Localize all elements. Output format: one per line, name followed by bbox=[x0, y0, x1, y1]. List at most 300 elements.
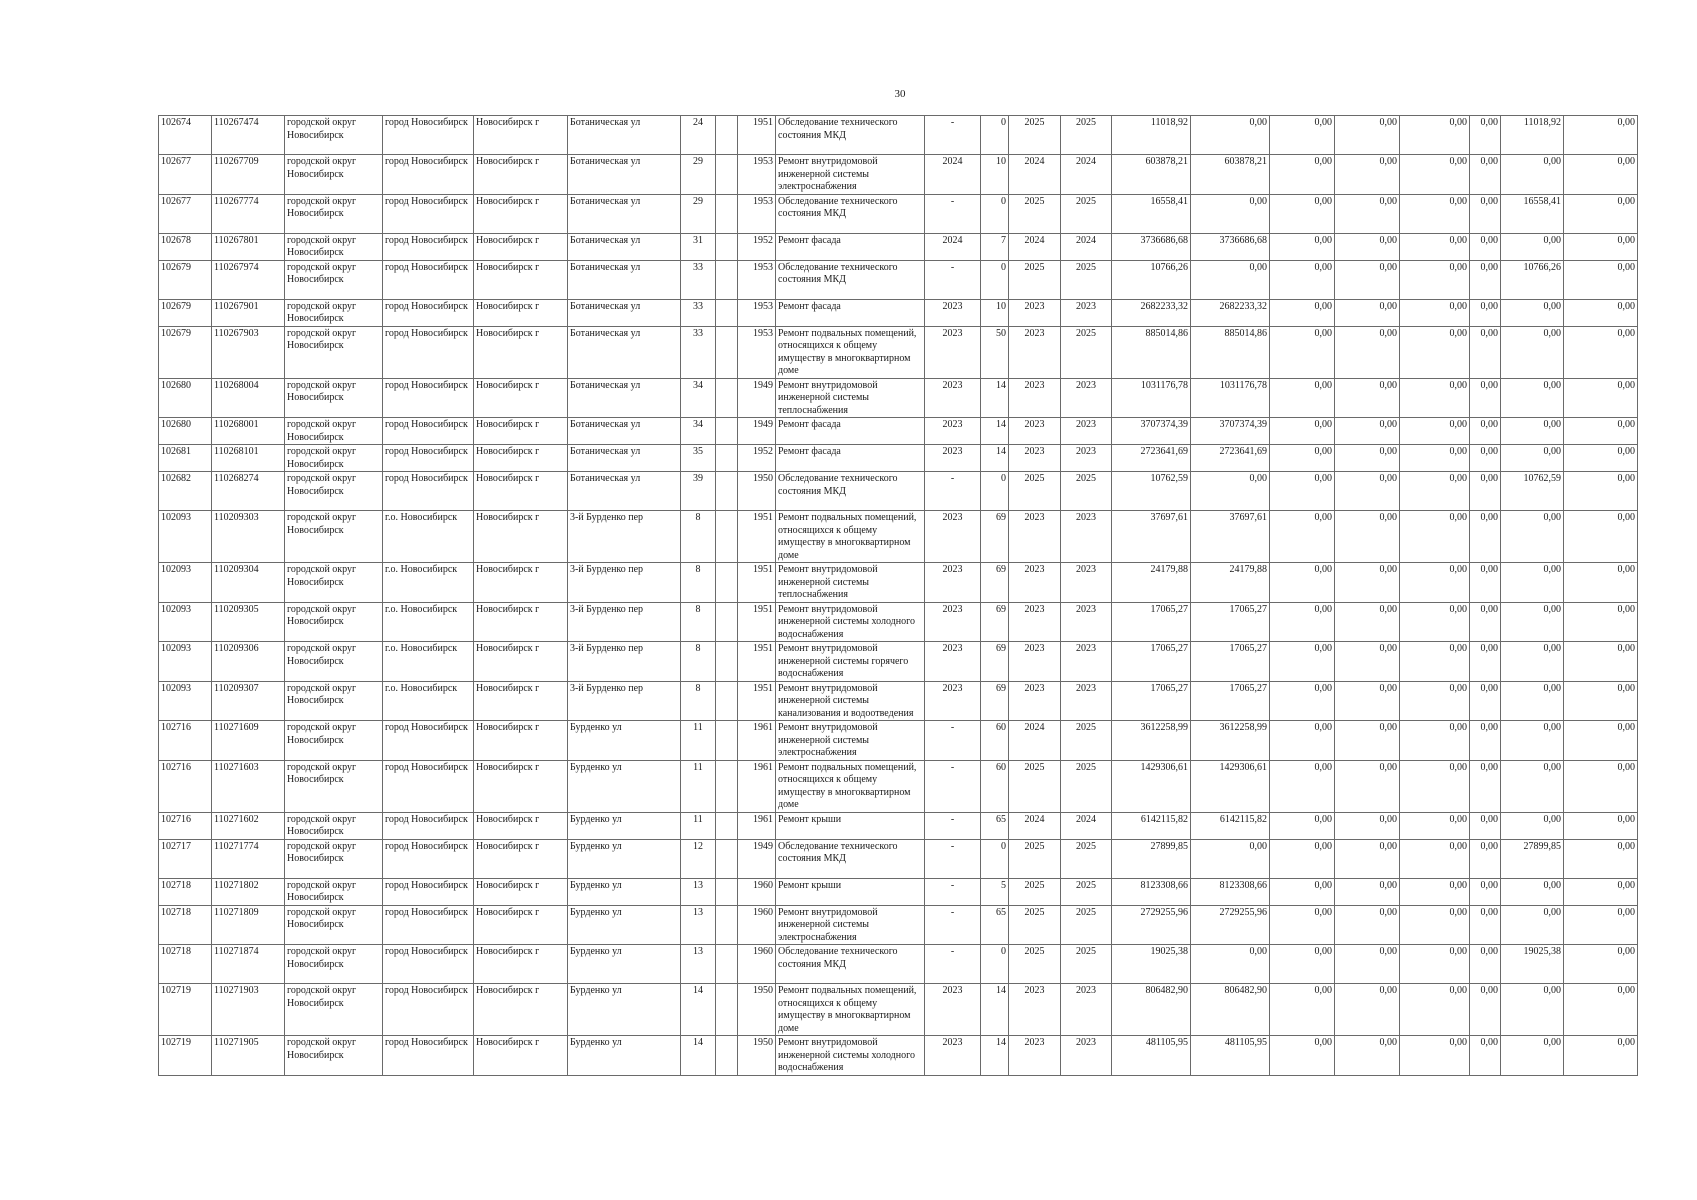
house-letter-cell bbox=[716, 681, 738, 721]
plan-end-year-cell: 2024 bbox=[1061, 155, 1112, 195]
table-row bbox=[159, 878, 1638, 905]
year-built-cell: 1960 bbox=[738, 878, 776, 905]
cost-column-5-cell: 0,00 bbox=[1470, 418, 1501, 445]
house-letter-cell bbox=[716, 839, 738, 878]
last-repair-year-cell: - bbox=[925, 721, 981, 761]
house-letter-cell bbox=[716, 445, 738, 472]
street-cell: Ботаническая ул bbox=[568, 418, 681, 445]
work-type-cell: Обследование технического состояния МКД bbox=[776, 945, 925, 984]
plan-start-year-cell: 2023 bbox=[1009, 326, 1061, 378]
cost-column-1-cell: 3736686,68 bbox=[1191, 233, 1270, 260]
plan-start-year-cell: 2023 bbox=[1009, 511, 1061, 563]
cost-column-7-cell: 0,00 bbox=[1564, 563, 1638, 603]
city-cell: Новосибирск г bbox=[474, 721, 568, 761]
total-cost-cell: 3612258,99 bbox=[1112, 721, 1191, 761]
settlement-cell: город Новосибирск bbox=[383, 445, 474, 472]
settlement-cell: г.о. Новосибирск bbox=[383, 681, 474, 721]
cost-column-3-cell: 0,00 bbox=[1335, 681, 1400, 721]
table-row bbox=[159, 418, 1638, 445]
house-letter-cell bbox=[716, 1036, 738, 1076]
house-number-cell: 13 bbox=[681, 878, 716, 905]
year-built-cell: 1949 bbox=[738, 378, 776, 418]
cost-column-6-cell: 0,00 bbox=[1501, 299, 1564, 326]
cost-column-5-cell: 0,00 bbox=[1470, 378, 1501, 418]
last-repair-year-cell: 2023 bbox=[925, 563, 981, 603]
year-built-cell: 1960 bbox=[738, 945, 776, 984]
cost-column-7-cell: 0,00 bbox=[1564, 511, 1638, 563]
table-row bbox=[159, 1036, 1638, 1076]
table-row bbox=[159, 472, 1638, 511]
cost-column-3-cell: 0,00 bbox=[1335, 299, 1400, 326]
district-cell: городской округ Новосибирск bbox=[285, 155, 383, 195]
cost-column-4-cell: 0,00 bbox=[1400, 602, 1470, 642]
last-repair-year-cell: - bbox=[925, 194, 981, 233]
row-id-cell: 102680 bbox=[159, 418, 212, 445]
district-cell: городской округ Новосибирск bbox=[285, 681, 383, 721]
total-cost-cell: 37697,61 bbox=[1112, 511, 1191, 563]
settlement-cell: город Новосибирск bbox=[383, 155, 474, 195]
last-repair-year-cell: 2023 bbox=[925, 642, 981, 682]
cost-column-4-cell: 0,00 bbox=[1400, 155, 1470, 195]
cost-column-2-cell: 0,00 bbox=[1270, 984, 1335, 1036]
cost-column-2-cell: 0,00 bbox=[1270, 681, 1335, 721]
house-number-cell: 13 bbox=[681, 905, 716, 945]
cost-column-3-cell: 0,00 bbox=[1335, 326, 1400, 378]
wear-percent-cell: 69 bbox=[981, 511, 1009, 563]
year-built-cell: 1949 bbox=[738, 418, 776, 445]
work-type-cell: Ремонт внутридомовой инженерной системы электроснабжения bbox=[776, 721, 925, 761]
last-repair-year-cell: - bbox=[925, 945, 981, 984]
row-id-cell: 102718 bbox=[159, 905, 212, 945]
table-row bbox=[159, 155, 1638, 195]
plan-end-year-cell: 2025 bbox=[1061, 839, 1112, 878]
work-type-cell: Ремонт фасада bbox=[776, 233, 925, 260]
street-cell: Ботаническая ул bbox=[568, 472, 681, 511]
settlement-cell: г.о. Новосибирск bbox=[383, 642, 474, 682]
year-built-cell: 1953 bbox=[738, 260, 776, 299]
cost-column-3-cell: 0,00 bbox=[1335, 116, 1400, 155]
cost-column-1-cell: 37697,61 bbox=[1191, 511, 1270, 563]
cost-column-1-cell: 2682233,32 bbox=[1191, 299, 1270, 326]
work-code-cell: 110268001 bbox=[212, 418, 285, 445]
cost-column-4-cell: 0,00 bbox=[1400, 681, 1470, 721]
cost-column-2-cell: 0,00 bbox=[1270, 445, 1335, 472]
house-number-cell: 34 bbox=[681, 378, 716, 418]
work-type-cell: Ремонт фасада bbox=[776, 299, 925, 326]
settlement-cell: город Новосибирск bbox=[383, 116, 474, 155]
cost-column-4-cell: 0,00 bbox=[1400, 260, 1470, 299]
cost-column-6-cell: 0,00 bbox=[1501, 326, 1564, 378]
cost-column-2-cell: 0,00 bbox=[1270, 721, 1335, 761]
plan-end-year-cell: 2023 bbox=[1061, 1036, 1112, 1076]
cost-column-5-cell: 0,00 bbox=[1470, 563, 1501, 603]
settlement-cell: г.о. Новосибирск bbox=[383, 511, 474, 563]
row-id-cell: 102716 bbox=[159, 812, 212, 839]
table-row bbox=[159, 642, 1638, 682]
total-cost-cell: 1031176,78 bbox=[1112, 378, 1191, 418]
settlement-cell: город Новосибирск bbox=[383, 721, 474, 761]
last-repair-year-cell: 2024 bbox=[925, 155, 981, 195]
street-cell: Ботаническая ул bbox=[568, 194, 681, 233]
cost-column-4-cell: 0,00 bbox=[1400, 839, 1470, 878]
city-cell: Новосибирск г bbox=[474, 681, 568, 721]
house-number-cell: 8 bbox=[681, 681, 716, 721]
cost-column-2-cell: 0,00 bbox=[1270, 945, 1335, 984]
district-cell: городской округ Новосибирск bbox=[285, 299, 383, 326]
row-id-cell: 102679 bbox=[159, 260, 212, 299]
cost-column-5-cell: 0,00 bbox=[1470, 905, 1501, 945]
table-row bbox=[159, 563, 1638, 603]
wear-percent-cell: 50 bbox=[981, 326, 1009, 378]
settlement-cell: город Новосибирск bbox=[383, 878, 474, 905]
work-type-cell: Ремонт крыши bbox=[776, 878, 925, 905]
work-type-cell: Обследование технического состояния МКД bbox=[776, 116, 925, 155]
house-number-cell: 13 bbox=[681, 945, 716, 984]
cost-column-7-cell: 0,00 bbox=[1564, 721, 1638, 761]
year-built-cell: 1952 bbox=[738, 445, 776, 472]
work-code-cell: 110268274 bbox=[212, 472, 285, 511]
plan-start-year-cell: 2025 bbox=[1009, 905, 1061, 945]
cost-column-3-cell: 0,00 bbox=[1335, 472, 1400, 511]
house-number-cell: 33 bbox=[681, 260, 716, 299]
plan-end-year-cell: 2023 bbox=[1061, 378, 1112, 418]
house-letter-cell bbox=[716, 812, 738, 839]
district-cell: городской округ Новосибирск bbox=[285, 116, 383, 155]
plan-start-year-cell: 2023 bbox=[1009, 1036, 1061, 1076]
street-cell: Бурденко ул bbox=[568, 905, 681, 945]
row-id-cell: 102682 bbox=[159, 472, 212, 511]
plan-end-year-cell: 2025 bbox=[1061, 945, 1112, 984]
row-id-cell: 102718 bbox=[159, 945, 212, 984]
cost-column-7-cell: 0,00 bbox=[1564, 905, 1638, 945]
plan-end-year-cell: 2025 bbox=[1061, 721, 1112, 761]
work-code-cell: 110271802 bbox=[212, 878, 285, 905]
cost-column-3-cell: 0,00 bbox=[1335, 905, 1400, 945]
plan-start-year-cell: 2025 bbox=[1009, 945, 1061, 984]
row-id-cell: 102716 bbox=[159, 760, 212, 812]
table-row bbox=[159, 905, 1638, 945]
cost-column-7-cell: 0,00 bbox=[1564, 642, 1638, 682]
cost-column-4-cell: 0,00 bbox=[1400, 812, 1470, 839]
cost-column-5-cell: 0,00 bbox=[1470, 878, 1501, 905]
cost-column-3-cell: 0,00 bbox=[1335, 155, 1400, 195]
cost-column-1-cell: 481105,95 bbox=[1191, 1036, 1270, 1076]
plan-end-year-cell: 2025 bbox=[1061, 472, 1112, 511]
wear-percent-cell: 10 bbox=[981, 155, 1009, 195]
year-built-cell: 1951 bbox=[738, 602, 776, 642]
cost-column-4-cell: 0,00 bbox=[1400, 299, 1470, 326]
city-cell: Новосибирск г bbox=[474, 445, 568, 472]
city-cell: Новосибирск г bbox=[474, 511, 568, 563]
cost-column-2-cell: 0,00 bbox=[1270, 155, 1335, 195]
cost-column-7-cell: 0,00 bbox=[1564, 116, 1638, 155]
row-id-cell: 102677 bbox=[159, 155, 212, 195]
table-row bbox=[159, 260, 1638, 299]
street-cell: Бурденко ул bbox=[568, 839, 681, 878]
work-type-cell: Ремонт внутридомовой инженерной системы канализования и водоотведения bbox=[776, 681, 925, 721]
wear-percent-cell: 69 bbox=[981, 642, 1009, 682]
year-built-cell: 1951 bbox=[738, 642, 776, 682]
house-letter-cell bbox=[716, 194, 738, 233]
year-built-cell: 1961 bbox=[738, 721, 776, 761]
settlement-cell: город Новосибирск bbox=[383, 260, 474, 299]
cost-column-3-cell: 0,00 bbox=[1335, 984, 1400, 1036]
plan-end-year-cell: 2023 bbox=[1061, 681, 1112, 721]
last-repair-year-cell: - bbox=[925, 839, 981, 878]
street-cell: Бурденко ул bbox=[568, 812, 681, 839]
row-id-cell: 102681 bbox=[159, 445, 212, 472]
settlement-cell: город Новосибирск bbox=[383, 839, 474, 878]
house-letter-cell bbox=[716, 418, 738, 445]
plan-end-year-cell: 2025 bbox=[1061, 194, 1112, 233]
work-code-cell: 110271874 bbox=[212, 945, 285, 984]
cost-column-5-cell: 0,00 bbox=[1470, 326, 1501, 378]
settlement-cell: город Новосибирск bbox=[383, 905, 474, 945]
settlement-cell: город Новосибирск bbox=[383, 812, 474, 839]
house-letter-cell bbox=[716, 116, 738, 155]
plan-start-year-cell: 2024 bbox=[1009, 721, 1061, 761]
cost-column-1-cell: 0,00 bbox=[1191, 260, 1270, 299]
table-row bbox=[159, 233, 1638, 260]
cost-column-3-cell: 0,00 bbox=[1335, 721, 1400, 761]
total-cost-cell: 603878,21 bbox=[1112, 155, 1191, 195]
plan-start-year-cell: 2023 bbox=[1009, 563, 1061, 603]
table-row bbox=[159, 116, 1638, 155]
work-code-cell: 110267903 bbox=[212, 326, 285, 378]
cost-column-3-cell: 0,00 bbox=[1335, 760, 1400, 812]
year-built-cell: 1951 bbox=[738, 681, 776, 721]
table-row bbox=[159, 299, 1638, 326]
city-cell: Новосибирск г bbox=[474, 472, 568, 511]
house-letter-cell bbox=[716, 760, 738, 812]
cost-column-5-cell: 0,00 bbox=[1470, 839, 1501, 878]
cost-column-3-cell: 0,00 bbox=[1335, 642, 1400, 682]
cost-column-1-cell: 17065,27 bbox=[1191, 602, 1270, 642]
city-cell: Новосибирск г bbox=[474, 260, 568, 299]
city-cell: Новосибирск г bbox=[474, 945, 568, 984]
cost-column-1-cell: 24179,88 bbox=[1191, 563, 1270, 603]
last-repair-year-cell: 2023 bbox=[925, 984, 981, 1036]
plan-start-year-cell: 2025 bbox=[1009, 194, 1061, 233]
city-cell: Новосибирск г bbox=[474, 984, 568, 1036]
work-type-cell: Ремонт фасада bbox=[776, 418, 925, 445]
cost-column-5-cell: 0,00 bbox=[1470, 511, 1501, 563]
work-code-cell: 110271609 bbox=[212, 721, 285, 761]
cost-column-3-cell: 0,00 bbox=[1335, 233, 1400, 260]
cost-column-1-cell: 0,00 bbox=[1191, 116, 1270, 155]
district-cell: городской округ Новосибирск bbox=[285, 721, 383, 761]
street-cell: Ботаническая ул bbox=[568, 155, 681, 195]
cost-column-2-cell: 0,00 bbox=[1270, 260, 1335, 299]
work-code-cell: 110271809 bbox=[212, 905, 285, 945]
total-cost-cell: 24179,88 bbox=[1112, 563, 1191, 603]
plan-start-year-cell: 2025 bbox=[1009, 878, 1061, 905]
street-cell: 3-й Бурденко пер bbox=[568, 602, 681, 642]
cost-column-4-cell: 0,00 bbox=[1400, 1036, 1470, 1076]
house-letter-cell bbox=[716, 984, 738, 1036]
house-number-cell: 8 bbox=[681, 642, 716, 682]
cost-column-1-cell: 17065,27 bbox=[1191, 642, 1270, 682]
cost-column-4-cell: 0,00 bbox=[1400, 721, 1470, 761]
plan-start-year-cell: 2023 bbox=[1009, 642, 1061, 682]
cost-column-6-cell: 0,00 bbox=[1501, 155, 1564, 195]
house-number-cell: 8 bbox=[681, 511, 716, 563]
wear-percent-cell: 14 bbox=[981, 418, 1009, 445]
total-cost-cell: 2682233,32 bbox=[1112, 299, 1191, 326]
year-built-cell: 1952 bbox=[738, 233, 776, 260]
city-cell: Новосибирск г bbox=[474, 155, 568, 195]
work-code-cell: 110267474 bbox=[212, 116, 285, 155]
house-letter-cell bbox=[716, 878, 738, 905]
cost-column-7-cell: 0,00 bbox=[1564, 299, 1638, 326]
work-code-cell: 110271903 bbox=[212, 984, 285, 1036]
city-cell: Новосибирск г bbox=[474, 563, 568, 603]
street-cell: Ботаническая ул bbox=[568, 378, 681, 418]
cost-column-2-cell: 0,00 bbox=[1270, 1036, 1335, 1076]
house-number-cell: 8 bbox=[681, 602, 716, 642]
house-letter-cell bbox=[716, 326, 738, 378]
settlement-cell: г.о. Новосибирск bbox=[383, 563, 474, 603]
plan-start-year-cell: 2023 bbox=[1009, 378, 1061, 418]
district-cell: городской округ Новосибирск bbox=[285, 878, 383, 905]
cost-column-6-cell: 0,00 bbox=[1501, 721, 1564, 761]
total-cost-cell: 2729255,96 bbox=[1112, 905, 1191, 945]
last-repair-year-cell: - bbox=[925, 116, 981, 155]
work-code-cell: 110271905 bbox=[212, 1036, 285, 1076]
last-repair-year-cell: 2023 bbox=[925, 1036, 981, 1076]
row-id-cell: 102093 bbox=[159, 602, 212, 642]
plan-start-year-cell: 2025 bbox=[1009, 839, 1061, 878]
house-number-cell: 24 bbox=[681, 116, 716, 155]
work-code-cell: 110267974 bbox=[212, 260, 285, 299]
cost-column-2-cell: 0,00 bbox=[1270, 418, 1335, 445]
cost-column-4-cell: 0,00 bbox=[1400, 642, 1470, 682]
wear-percent-cell: 65 bbox=[981, 905, 1009, 945]
cost-column-5-cell: 0,00 bbox=[1470, 760, 1501, 812]
total-cost-cell: 27899,85 bbox=[1112, 839, 1191, 878]
city-cell: Новосибирск г bbox=[474, 233, 568, 260]
cost-column-6-cell: 0,00 bbox=[1501, 1036, 1564, 1076]
city-cell: Новосибирск г bbox=[474, 116, 568, 155]
district-cell: городской округ Новосибирск bbox=[285, 472, 383, 511]
plan-start-year-cell: 2023 bbox=[1009, 681, 1061, 721]
district-cell: городской округ Новосибирск bbox=[285, 194, 383, 233]
wear-percent-cell: 60 bbox=[981, 760, 1009, 812]
settlement-cell: г.о. Новосибирск bbox=[383, 602, 474, 642]
house-letter-cell bbox=[716, 378, 738, 418]
house-number-cell: 14 bbox=[681, 1036, 716, 1076]
plan-start-year-cell: 2024 bbox=[1009, 812, 1061, 839]
cost-column-7-cell: 0,00 bbox=[1564, 681, 1638, 721]
table-row bbox=[159, 812, 1638, 839]
table-row bbox=[159, 760, 1638, 812]
cost-column-4-cell: 0,00 bbox=[1400, 905, 1470, 945]
cost-column-1-cell: 3612258,99 bbox=[1191, 721, 1270, 761]
cost-column-6-cell: 16558,41 bbox=[1501, 194, 1564, 233]
house-letter-cell bbox=[716, 155, 738, 195]
cost-column-5-cell: 0,00 bbox=[1470, 260, 1501, 299]
table-row bbox=[159, 326, 1638, 378]
street-cell: Ботаническая ул bbox=[568, 326, 681, 378]
street-cell: Бурденко ул bbox=[568, 760, 681, 812]
street-cell: Ботаническая ул bbox=[568, 299, 681, 326]
cost-column-6-cell: 0,00 bbox=[1501, 905, 1564, 945]
cost-column-7-cell: 0,00 bbox=[1564, 418, 1638, 445]
table-row bbox=[159, 511, 1638, 563]
cost-column-6-cell: 0,00 bbox=[1501, 233, 1564, 260]
cost-column-2-cell: 0,00 bbox=[1270, 299, 1335, 326]
house-number-cell: 31 bbox=[681, 233, 716, 260]
house-number-cell: 33 bbox=[681, 299, 716, 326]
house-number-cell: 11 bbox=[681, 721, 716, 761]
work-code-cell: 110209305 bbox=[212, 602, 285, 642]
district-cell: городской округ Новосибирск bbox=[285, 563, 383, 603]
cost-column-5-cell: 0,00 bbox=[1470, 155, 1501, 195]
cost-column-7-cell: 0,00 bbox=[1564, 260, 1638, 299]
cost-column-1-cell: 0,00 bbox=[1191, 839, 1270, 878]
work-type-cell: Обследование технического состояния МКД bbox=[776, 194, 925, 233]
total-cost-cell: 10766,26 bbox=[1112, 260, 1191, 299]
plan-start-year-cell: 2023 bbox=[1009, 418, 1061, 445]
row-id-cell: 102093 bbox=[159, 563, 212, 603]
work-type-cell: Ремонт крыши bbox=[776, 812, 925, 839]
wear-percent-cell: 69 bbox=[981, 681, 1009, 721]
year-built-cell: 1950 bbox=[738, 1036, 776, 1076]
cost-column-2-cell: 0,00 bbox=[1270, 878, 1335, 905]
cost-column-6-cell: 11018,92 bbox=[1501, 116, 1564, 155]
work-type-cell: Обследование технического состояния МКД bbox=[776, 260, 925, 299]
table-row bbox=[159, 945, 1638, 984]
table-row bbox=[159, 445, 1638, 472]
cost-column-3-cell: 0,00 bbox=[1335, 260, 1400, 299]
plan-end-year-cell: 2024 bbox=[1061, 233, 1112, 260]
district-cell: городской округ Новосибирск bbox=[285, 326, 383, 378]
cost-column-7-cell: 0,00 bbox=[1564, 984, 1638, 1036]
cost-column-1-cell: 2723641,69 bbox=[1191, 445, 1270, 472]
district-cell: городской округ Новосибирск bbox=[285, 945, 383, 984]
street-cell: Ботаническая ул bbox=[568, 233, 681, 260]
last-repair-year-cell: 2024 bbox=[925, 233, 981, 260]
city-cell: Новосибирск г bbox=[474, 878, 568, 905]
row-id-cell: 102679 bbox=[159, 326, 212, 378]
last-repair-year-cell: 2023 bbox=[925, 326, 981, 378]
wear-percent-cell: 65 bbox=[981, 812, 1009, 839]
street-cell: 3-й Бурденко пер bbox=[568, 511, 681, 563]
cost-column-7-cell: 0,00 bbox=[1564, 812, 1638, 839]
cost-column-2-cell: 0,00 bbox=[1270, 378, 1335, 418]
settlement-cell: город Новосибирск bbox=[383, 945, 474, 984]
plan-start-year-cell: 2024 bbox=[1009, 155, 1061, 195]
wear-percent-cell: 14 bbox=[981, 1036, 1009, 1076]
total-cost-cell: 2723641,69 bbox=[1112, 445, 1191, 472]
table-row bbox=[159, 721, 1638, 761]
cost-column-6-cell: 0,00 bbox=[1501, 602, 1564, 642]
cost-column-7-cell: 0,00 bbox=[1564, 760, 1638, 812]
plan-end-year-cell: 2025 bbox=[1061, 760, 1112, 812]
cost-column-7-cell: 0,00 bbox=[1564, 602, 1638, 642]
plan-start-year-cell: 2024 bbox=[1009, 233, 1061, 260]
street-cell: Бурденко ул bbox=[568, 984, 681, 1036]
cost-column-6-cell: 0,00 bbox=[1501, 812, 1564, 839]
district-cell: городской округ Новосибирск bbox=[285, 445, 383, 472]
last-repair-year-cell: 2023 bbox=[925, 681, 981, 721]
street-cell: 3-й Бурденко пер bbox=[568, 681, 681, 721]
cost-column-5-cell: 0,00 bbox=[1470, 472, 1501, 511]
district-cell: городской округ Новосибирск bbox=[285, 418, 383, 445]
row-id-cell: 102677 bbox=[159, 194, 212, 233]
cost-column-2-cell: 0,00 bbox=[1270, 116, 1335, 155]
year-built-cell: 1951 bbox=[738, 116, 776, 155]
